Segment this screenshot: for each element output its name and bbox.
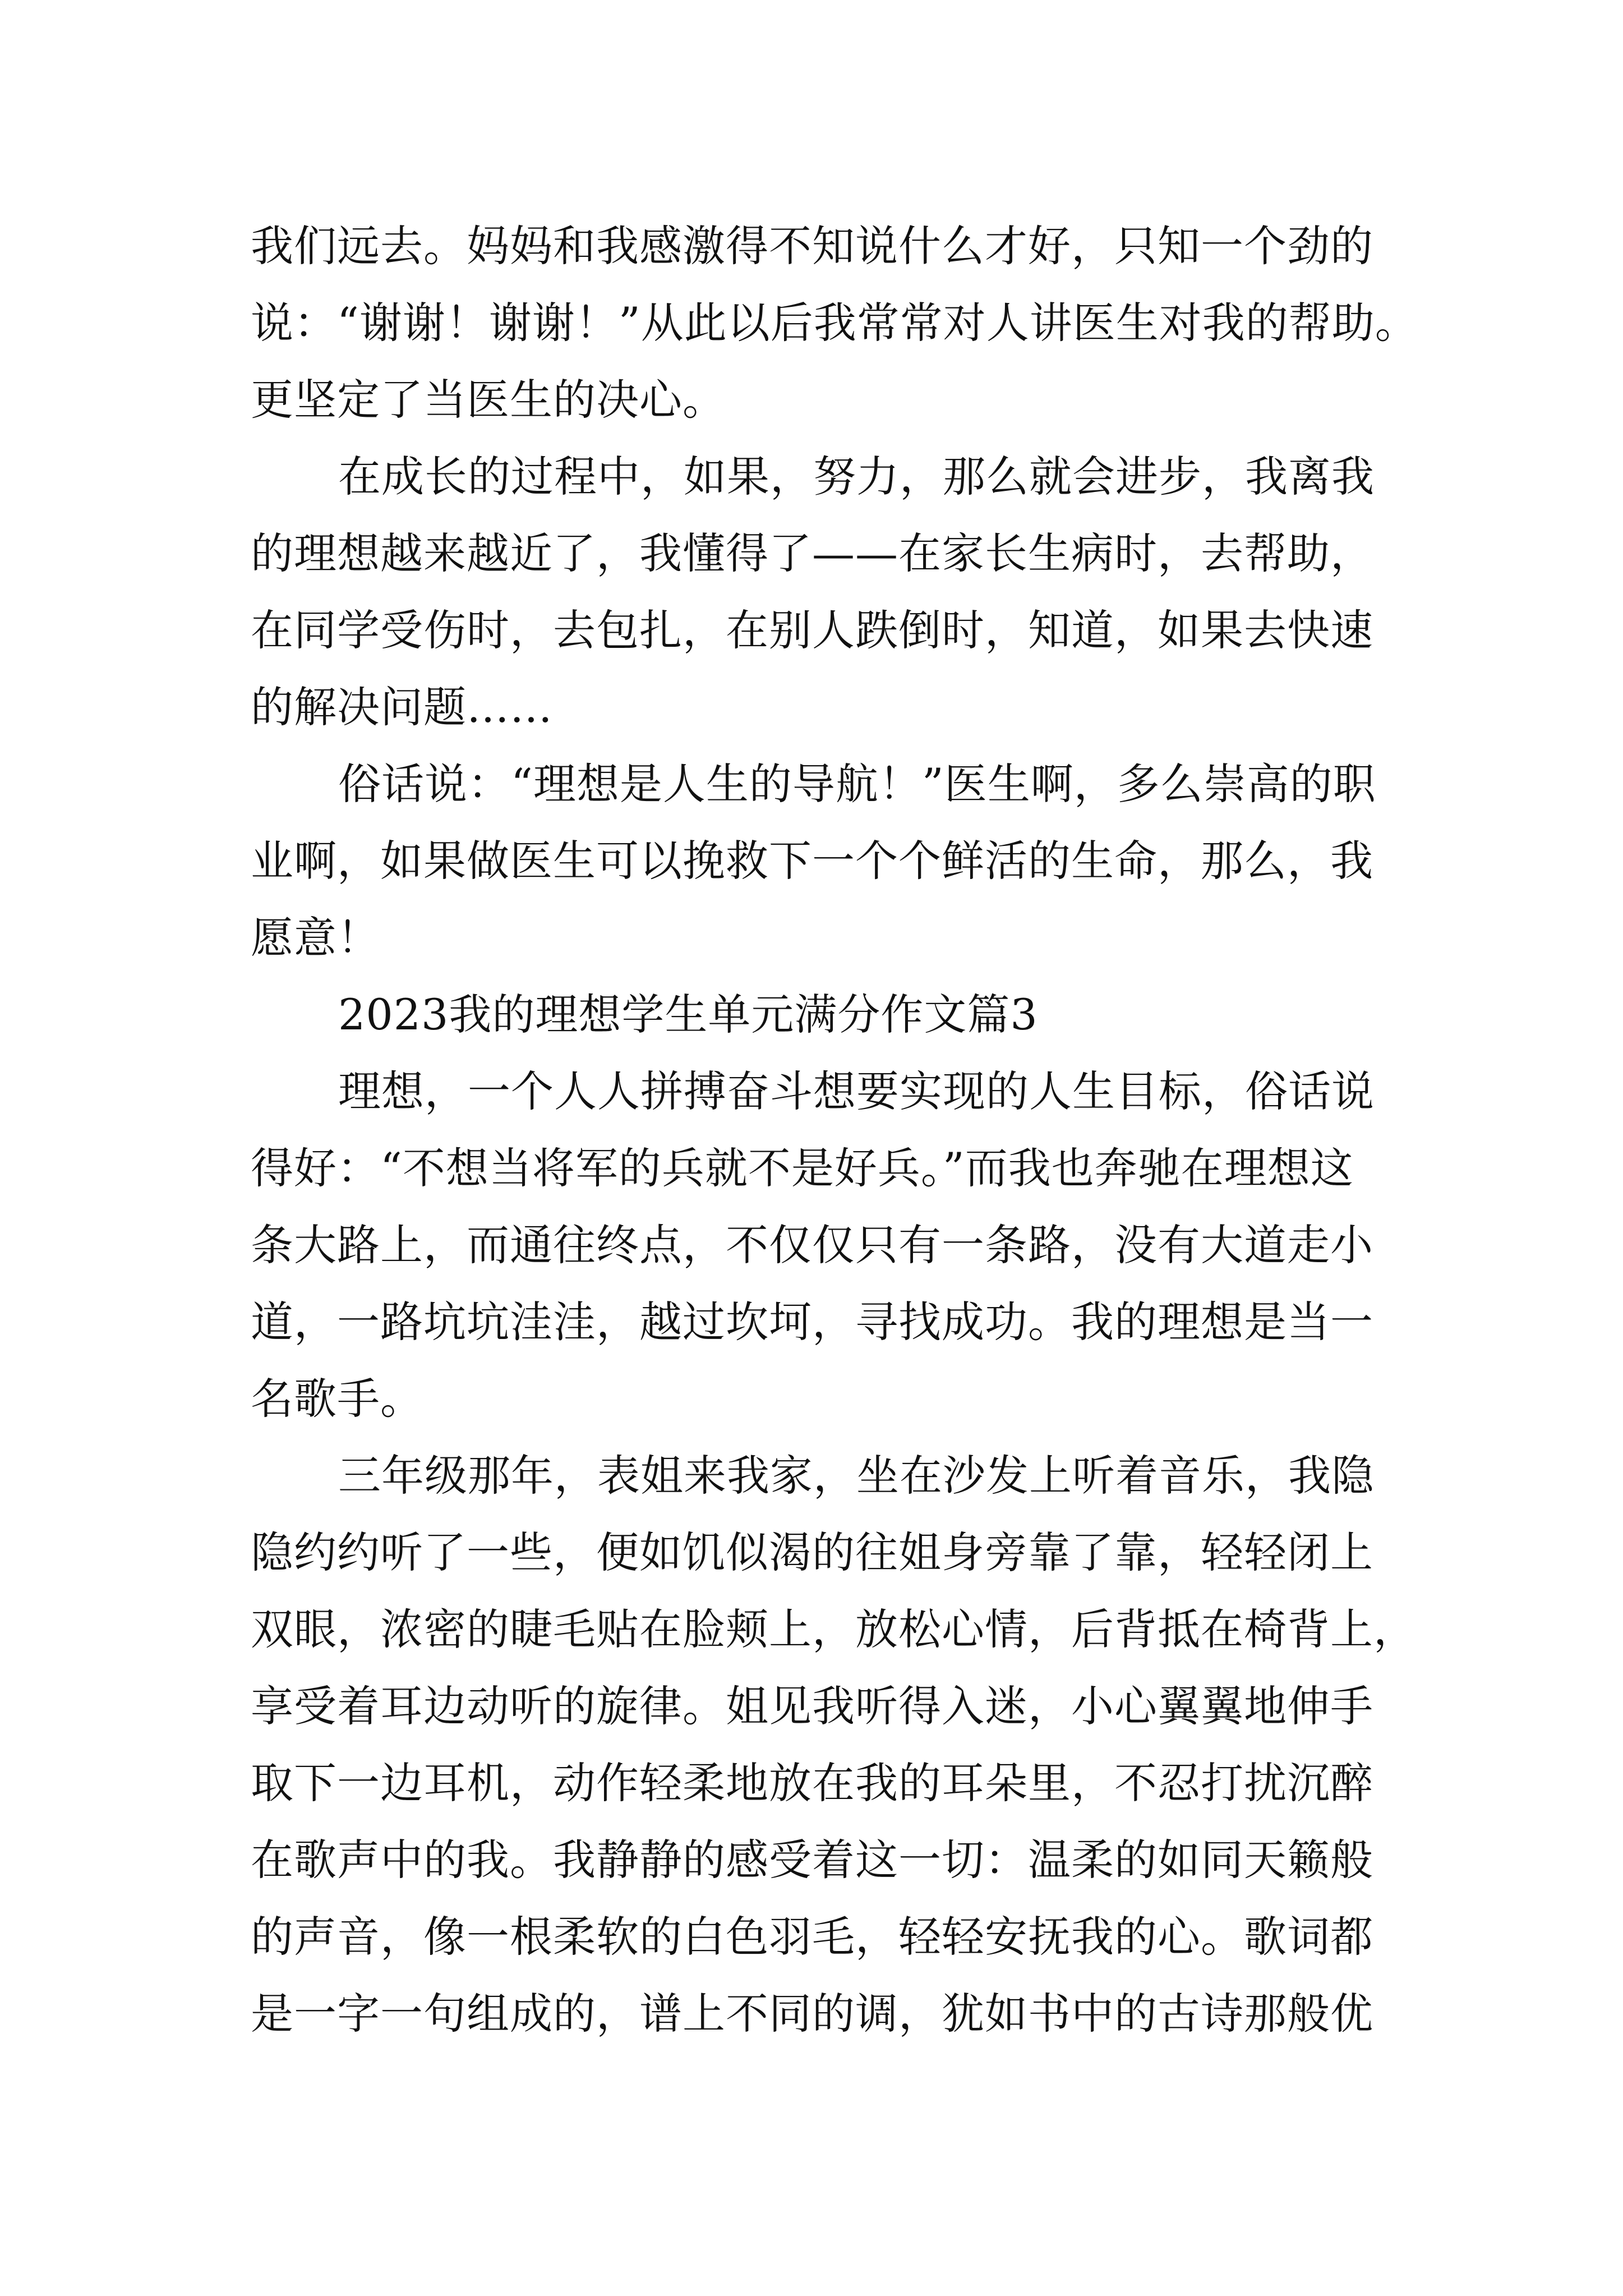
text-line-21: 取下一边耳机，动作轻柔地放在我的耳朵里，不忍打扰沉醉 (251, 1758, 1373, 1808)
text-line-10: 愿意！ (251, 913, 380, 963)
text-line-5: 的理想越来越近了，我懂得了——在家长生病时，去帮助， (251, 528, 1373, 578)
text-line-1: 我们远去。妈妈和我感激得不知说什么才好，只知一个劲的 (251, 221, 1373, 271)
text-line-20: 享受着耳边动听的旋律。姐见我听得入迷，小心翼翼地伸手 (251, 1681, 1373, 1731)
text-line-2: 说：“谢谢！谢谢！”从此以后我常常对人讲医生对我的帮助。 (251, 298, 1418, 348)
text-line-13: 得好：“不想当将军的兵就不是好兵。”而我也奔驰在理想这 (251, 1143, 1354, 1193)
text-line-3: 更坚定了当医生的决心。 (251, 375, 726, 425)
paragraph-start-line: 俗话说：“理想是人生的导航！”医生啊，多么崇高的职 (338, 759, 1376, 809)
text-line-15: 道，一路坑坑洼洼，越过坎坷，寻找成功。我的理想是当一 (251, 1297, 1373, 1347)
text-line-19: 双眼，浓密的睫毛贴在脸颊上，放松心情，后背抵在椅背上， (251, 1604, 1417, 1654)
article-body (251, 208, 1418, 2052)
text-line-23: 的声音，像一根柔软的白色羽毛，轻轻安抚我的心。歌词都 (251, 1912, 1373, 1962)
paragraph-start-line: 在成长的过程中，如果，努力，那么就会进步，我离我 (338, 452, 1375, 501)
paragraph-start-line: 三年级那年，表姐来我家，坐在沙发上听着音乐，我隐 (338, 1451, 1375, 1501)
text-line-18: 隐约约听了一些，便如饥似渴的往姐身旁靠了靠，轻轻闭上 (251, 1527, 1373, 1577)
text-line-24: 是一字一句组成的，谱上不同的调，犹如书中的古诗那般优 (251, 1989, 1373, 2039)
paragraph-start-line: 理想，一个人人拼搏奋斗想要实现的人生目标，俗话说 (338, 1066, 1375, 1116)
text-line-7: 的解决问题…… (251, 682, 553, 732)
text-line-9: 业啊，如果做医生可以挽救下一个个鲜活的生命，那么，我 (251, 836, 1373, 886)
text-line-22: 在歌声中的我。我静静的感受着这一切：温柔的如同天籁般 (251, 1835, 1373, 1885)
text-line-6: 在同学受伤时，去包扎，在别人跌倒时，知道，如果去快速 (251, 605, 1373, 655)
section-heading: 2023我的理想学生单元满分作文篇3 (338, 990, 1038, 1039)
text-line-16: 名歌手。 (251, 1374, 423, 1424)
text-line-14: 条大路上，而通往终点，不仅仅只有一条路，没有大道走小 (251, 1220, 1373, 1270)
